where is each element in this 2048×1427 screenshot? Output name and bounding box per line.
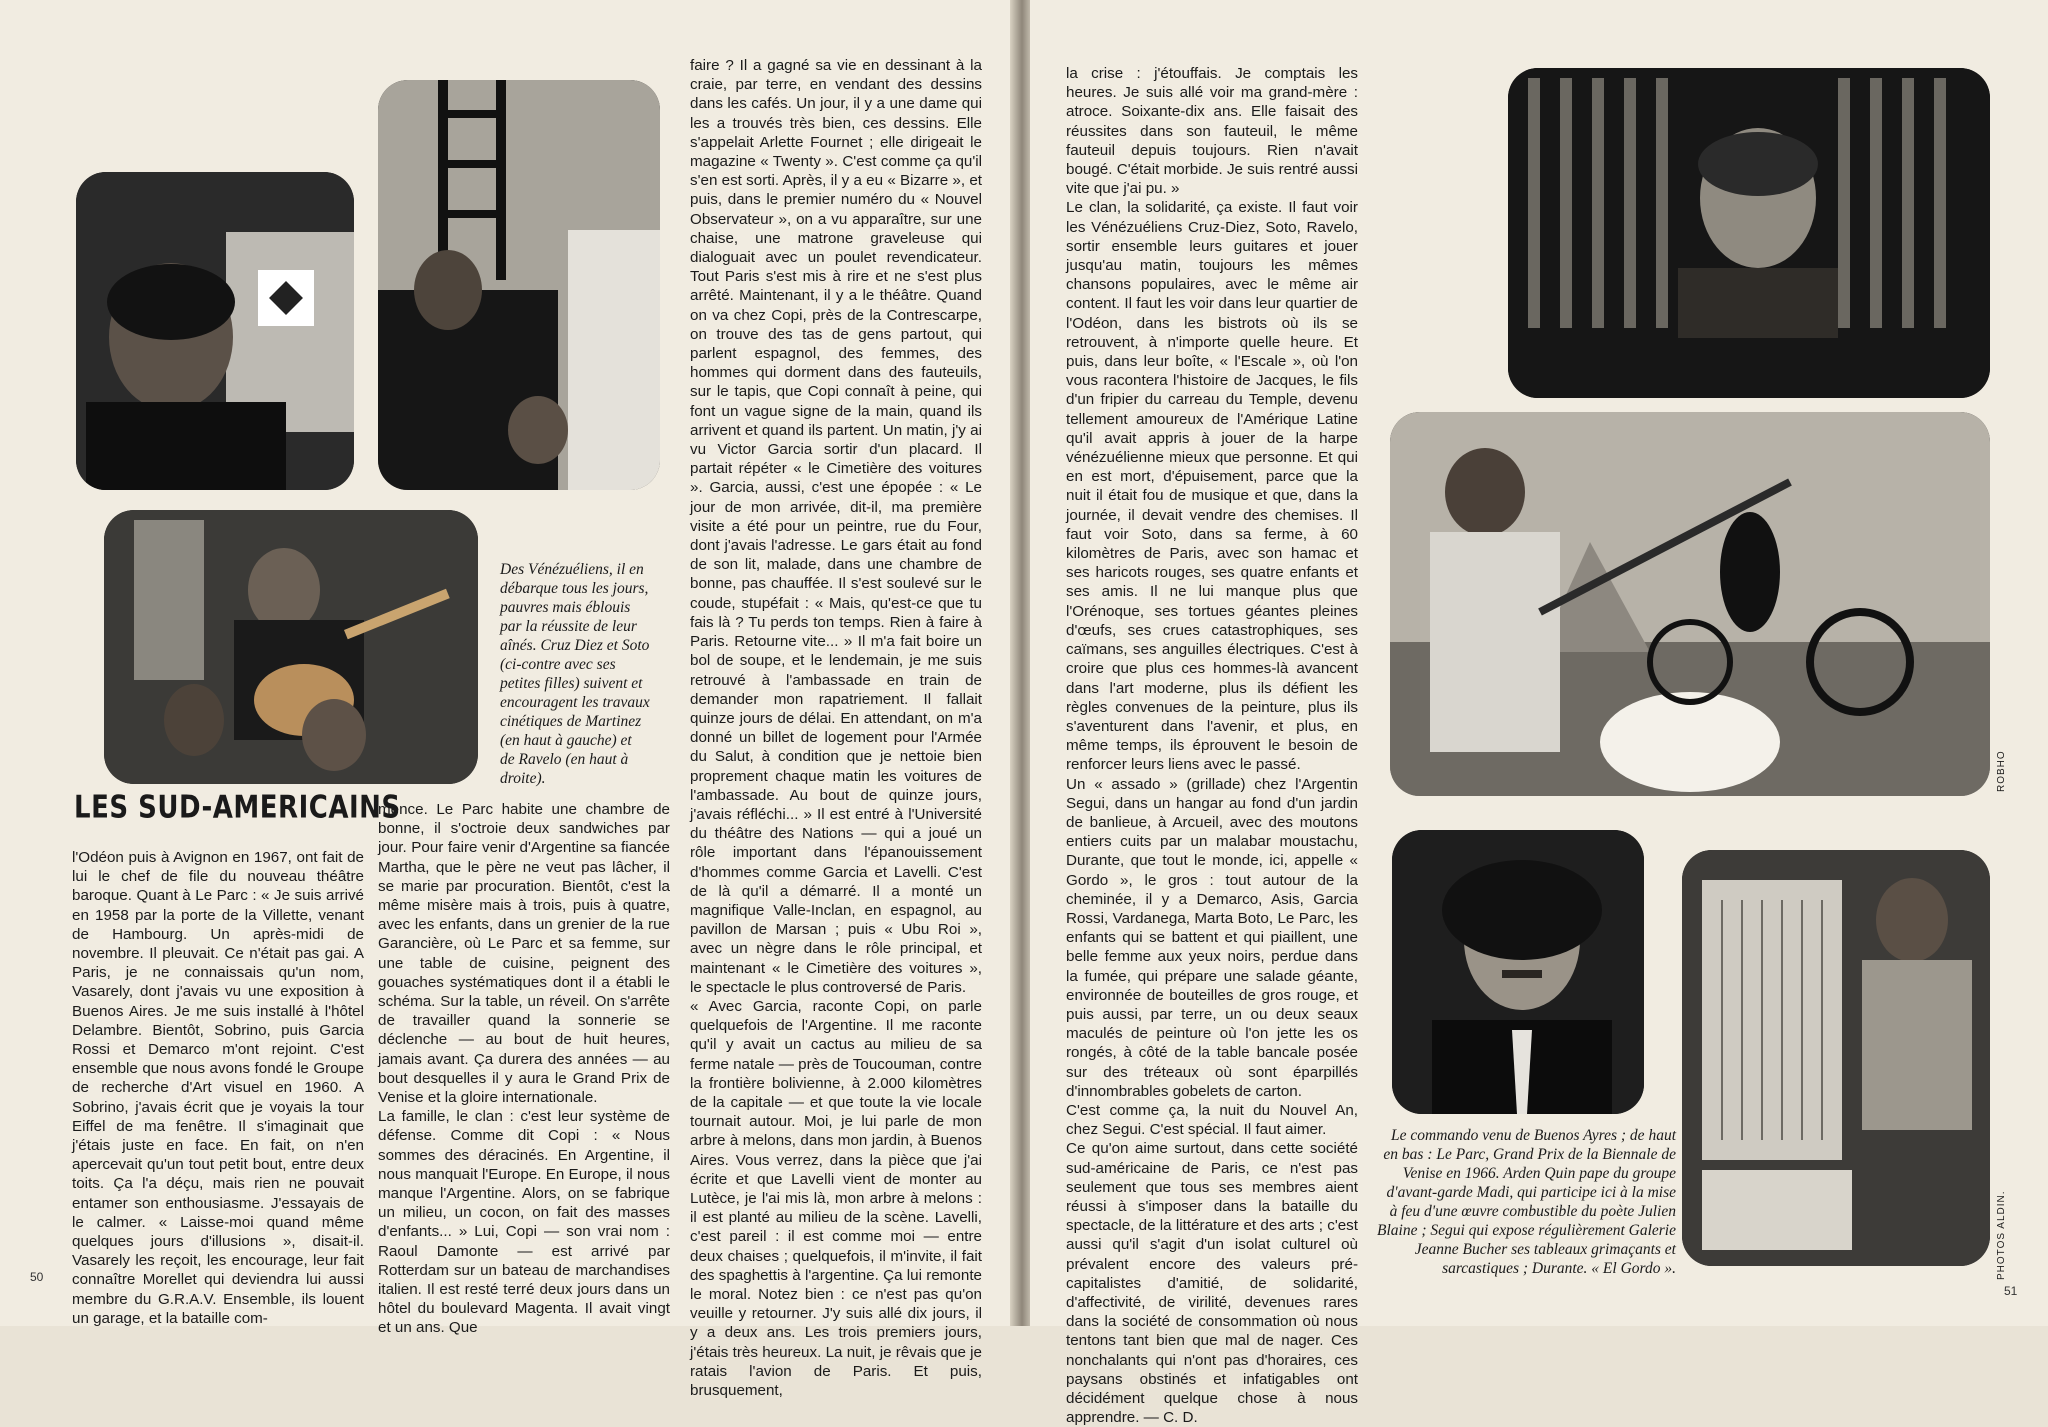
right-page — [1030, 0, 2048, 1427]
photo-caption-left: Des Vénézuéliens, il en débarque tous les jours, pauvres mais éblouis par la réussite de leur aînés. Cruz Diez et Soto (ci-contre avec ses petites filles) suivent et encouragent les travaux cinétiques de Martinez (en haut à gauche) et de Ravelo (en haut à droite). — [500, 561, 650, 787]
column-2: mence. Le Parc habite une chambre de bonne, il s'octroie deux sandwiches par jour. Pour faire venir d'Argentine sa fiancée Martha, que le père ne veut pas lâcher, il se marie par procuration. Bientôt, c'est la même misère mais à trois, puis à quatre, avec les enfants, dans un grenier de la rue Garancière, où Le Parc et sa femme, sur une table de cuisine, peignent des gouaches systématiques dont il a établi le schéma. Sur la table, un réveil. On s'arrête de travailler quand la sonnerie se déclenche — au bout de huit heures, jamais avant. Ça durera des années — au bout desquelles il y aura le Grand Prix de Venise et la gloire internationale. La famille, le clan : c'est leur système de défense. Comme dit Copi : « Nous sommes des déracinés. En Argentine, il nous manquait l'Europe. En Europe, il nous manque l'Argentine. Alors, on se fabrique un milieu, un cocon, on fait des masses d'enfants... » Lui, Copi — son vrai nom : Raoul Damonte — est arrivé par Rotterdam sur un bateau de marchandises italien. Il est resté terré deux jours dans un hôtel du boulevard Magenta. Il avait vingt et un ans. Que — [378, 801, 670, 1337]
column-4: la crise : j'étouffais. Je comptais les heures. Je suis allé voir ma grand-mère : atroce. Soixante-dix ans. Elle faisait des réussites dans son fauteuil, le même fauteuil depuis toujours. Rien n'avait bougé. C'était morbide. Je suis rentré aussi vite que j'ai pu. » Le clan, la solidarité, ça existe. Il faut voir les Vénézuéliens Cruz-Diez, Soto, Ravelo, sortir ensemble leurs guitares et jouer jusqu'au matin, toujours les mêmes chansons populaires, avec le même air content. Il faut les voir dans leur quartier de l'Odéon, dans les bistrots où ils se retrouvent, à n'importe quelle heure. Et puis, dans leur boîte, « l'Escale », où l'on vous racontera l'histoire de Jacques, le fils d'un fripier du carreau du Temple, devenu tellement amoureux de l'Amérique Latine qu'il avait appris à jouer de la harpe vénézuélienne mieux que personne. Et qui en est mort, d'épuisement, parce que la nuit il était fou de musique et que, dans la journée, il devait vendre des chemises. Il faut voir Soto, dans sa ferme, à 60 kilomètres de Paris, avec son hamac et ses haricots rouges, ses quatre enfants et ses amis. Il ne lui manque plus que l'Orénoque, ses tortues géantes pleines d'œufs, ses crues catastrophiques, ses caïmans, ses anguilles électriques. C'est à croire que plus ces hommes-là avancent dans l'art moderne, plus ils défient les règles convenues de la peinture, plus ils s'aventurent dans l'avenir, et plus, en même temps, ils éprouvent le besoin de renforcer leurs liens avec le passé. Un « assado » (grillade) chez l'Argentin Segui, dans un hangar au fond d'un jardin de banlieue, à Arcueil, avec des moutons entiers cuits par un malabar moustachu, Durante, que tout le monde, ici, appelle « Gordo », le gros : tout autour de la cheminée, il y a Demarco, Asis, Garcia Rossi, Vardanega, Marta Boto, Le Parc, les enfants qui se battent et qui piaillent, une belle femme aux yeux noirs, perdue dans la fumée, qui prépare une salade géante, environnée de bouteilles de gros rouge, et puis aussi, par terre, un ou deux seaux maculés de peinture où l'on jette les os rongés, à côté de la table bancale posée sur des tréteaux où sont éparpillés d'innombrables gobelets de carton. C'est comme ça, la nuit du Nouvel An, chez Segui. C'est spécial. Il faut aimer. Ce qu'on aime surtout, dans cette société sud-américaine de Paris, ce n'est pas seulement que tous ses membres aient réussi à s'imposer dans la bataille du spectacle, de la littérature et des arts ; c'est aussi qu'il s'agit d'un isolat culturel où prévalent encore des valeurs pré-capitalistes d'amitié, de solidarité, d'affectivité, de virilité, devenues rares dans la société de consommation où nous tentons tant bien que mal de nager. Ces nonchalants qui n'ont pas d'horaires, ces paysans obstinés et infatigables ont décidément quelque chose à nous apprendre. — C. D. — [1066, 65, 1358, 1427]
photo-caption-right: Le commando venu de Buenos Ayres ; de haut en bas : Le Parc, Grand Prix de la Biennale de Venise en 1966. Arden Quin pape du groupe d'avant-garde Madi, qui participe ici à la mise à feu d'une œuvre combustible du poète Julien Blaine ; Segui qui expose régulièrement Galerie Jeanne Bucher ses tableaux grimaçants et sarcastiques ; Durante. « El Gordo ». — [1376, 1127, 1676, 1277]
photo-martinez — [76, 172, 354, 490]
photo-durante-image — [1682, 850, 1990, 1266]
column-1: l'Odéon puis à Avignon en 1967, ont fait de lui le chef de file du nouveau théâtre baroque. Quant à Le Parc : « Je suis arrivé en 1958 par la porte de la Villette, venant de Hambourg. Un après-midi de novembre. Il pleuvait. Ce n'était pas gai. A Paris, je ne connaissais qu'un nom, Vasarely, dont j'avais vu une exposition à Buenos Aires. Je me suis installé à l'hôtel Delambre. Bientôt, Sobrino, puis Garcia Rossi et Demarco m'ont rejoint. C'est ensemble que nous avons fondé le Groupe de recherche d'Art visuel en 1960. A Sobrino, j'avais écrit que je voyais la tour Eiffel de ma fenêtre. Il s'imaginait que j'étais juste en face. En fait, on n'en apercevait qu'un tout petit bout, entre deux toits. Ça l'a déçu, mais rien ne pouvait entamer son enthousiasme. J'essayais de le calmer. « Laisse-moi quand même quelques jours d'illusions », disait-il. Vasarely les reçoit, les encourage, leur fait connaître Morellet qui deviendra lui aussi membre du G.R.A.V. Ensemble, ils louent un garage, et la bataille com- — [72, 849, 364, 1327]
photo-segui-image — [1392, 830, 1644, 1114]
photo-arden-quin-fire — [1390, 412, 1990, 796]
photo-soto-guitar-image — [104, 510, 478, 784]
photo-ravelo — [378, 80, 660, 490]
left-page — [0, 0, 1014, 1400]
photo-ravelo-image — [378, 80, 660, 490]
article-headline: LES SUD-AMERICAINS — [74, 790, 401, 826]
photo-soto-guitar — [104, 510, 478, 784]
photo-segui — [1392, 830, 1644, 1114]
photo-credit-aldin: PHOTOS ALDIN. — [1996, 1190, 2007, 1280]
photo-credit-robho: ROBHO — [1996, 750, 2007, 792]
column-3: faire ? Il a gagné sa vie en dessinant à la craie, par terre, en vendant des dessins dans les cafés. Un jour, il y a une dame qui les a trouvés très bien, ces dessins. Elle s'appelait Arlette Fournet ; elle dirigeait le magazine « Twenty ». C'est comme ça qu'il s'en est sorti. Après, il y a eu « Bizarre », et puis, dans le premier numéro du « Nouvel Observateur », on a vu apparaître, sur une chaise, une matrone graveleuse qui dialoguait avec un poulet revendicateur. Tout Paris s'est mis à rire et ne s'est plus arrêté. Maintenant, il y a le théâtre. Quand on va chez Copi, près de la Contrescarpe, on trouve des tas de gens partout, qui parlent espagnol, des femmes, des hommes qui dorment dans des fauteuils, sur le tapis, que Copi connaît à peine, qui font un vague signe de la main, quand ils arrivent et quand ils partent. Un matin, j'y ai vu Victor Garcia sortir d'un placard. Il partait répéter « le Cimetière des voitures ». Garcia, aussi, c'est une épopée : « Le jour de mon arrivée, dit-il, ma première visite a été pour un peintre, rue du Four, dont j'avais l'adresse. Le gars était au fond de son lit, malade, dans une chambre de bonne, pas chauffée. Il s'est soulevé sur le coude, stupéfait : « Mais, qu'est-ce que tu fais là ? Tu perds ton temps. Rien à faire à Paris. Retourne vite... » Il m'a fait boire un bol de soupe, et le lendemain, je me suis retrouvé à l'ambassade en train de demander mon rapatriement. Il fallait quinze jours de délai. En attendant, on m'a donné un billet de logement pour l'Armée du Salut, à condition que je nettoie bien proprement chaque matin les voitures de l'ambassade. Au bout de quinze jours, j'avais réfléchi... » Il est entré à l'Université du théâtre des Nations — qui a joué un rôle important dans l'épanouissement d'hommes comme Garcia et Lavelli. C'est de là qu'il a démarré. Il a monté un magnifique Valle-Inclan, en espagnol, au pavillon de Marsan ; puis « Ubu Roi », avec un nègre dans le rôle principal, et maintenant « le Cimetière des voitures », le spectacle le plus controversé de Paris. « Avec Garcia, raconte Copi, on parle quelquefois de l'Argentine. Il me raconte qu'il y avait un cactus au milieu de sa ferme natale — près de Toucouman, contre la frontière bolivienne, à 2.000 kilomètres de la capitale — et que toute la vie locale tournait autour. Moi, je lui parle de mon arbre à melons, dans mon jardin, à Buenos Aires. Vous verrez, dans la pièce que j'ai écrite et que Lavelli vient de monter au Lutèce, je l'ai mis là, mon arbre à melons : il est planté au milieu de la scène. Lavelli, c'est pareil : il est comme moi — entre deux chaises ; quelquefois, il m'invite, il fait des spaghettis à l'argentine. Ça lui remonte le moral. Notez bien : ce n'est pas qu'on veuille y retourner. J'y suis allé dix jours, il y a deux ans. Les trois premiers jours, j'étais très heureux. La nuit, je rêvais que je ratais l'avion de Paris. Et puis, brusquement, — [690, 57, 982, 1400]
photo-martinez-image — [76, 172, 354, 490]
photo-arden-quin-fire-image — [1390, 412, 1990, 796]
page-number-right: 51 — [2004, 1284, 2018, 1298]
page-number-left: 50 — [30, 1270, 44, 1284]
photo-le-parc-image — [1508, 68, 1990, 398]
photo-durante — [1682, 850, 1990, 1266]
photo-le-parc — [1508, 68, 1990, 398]
